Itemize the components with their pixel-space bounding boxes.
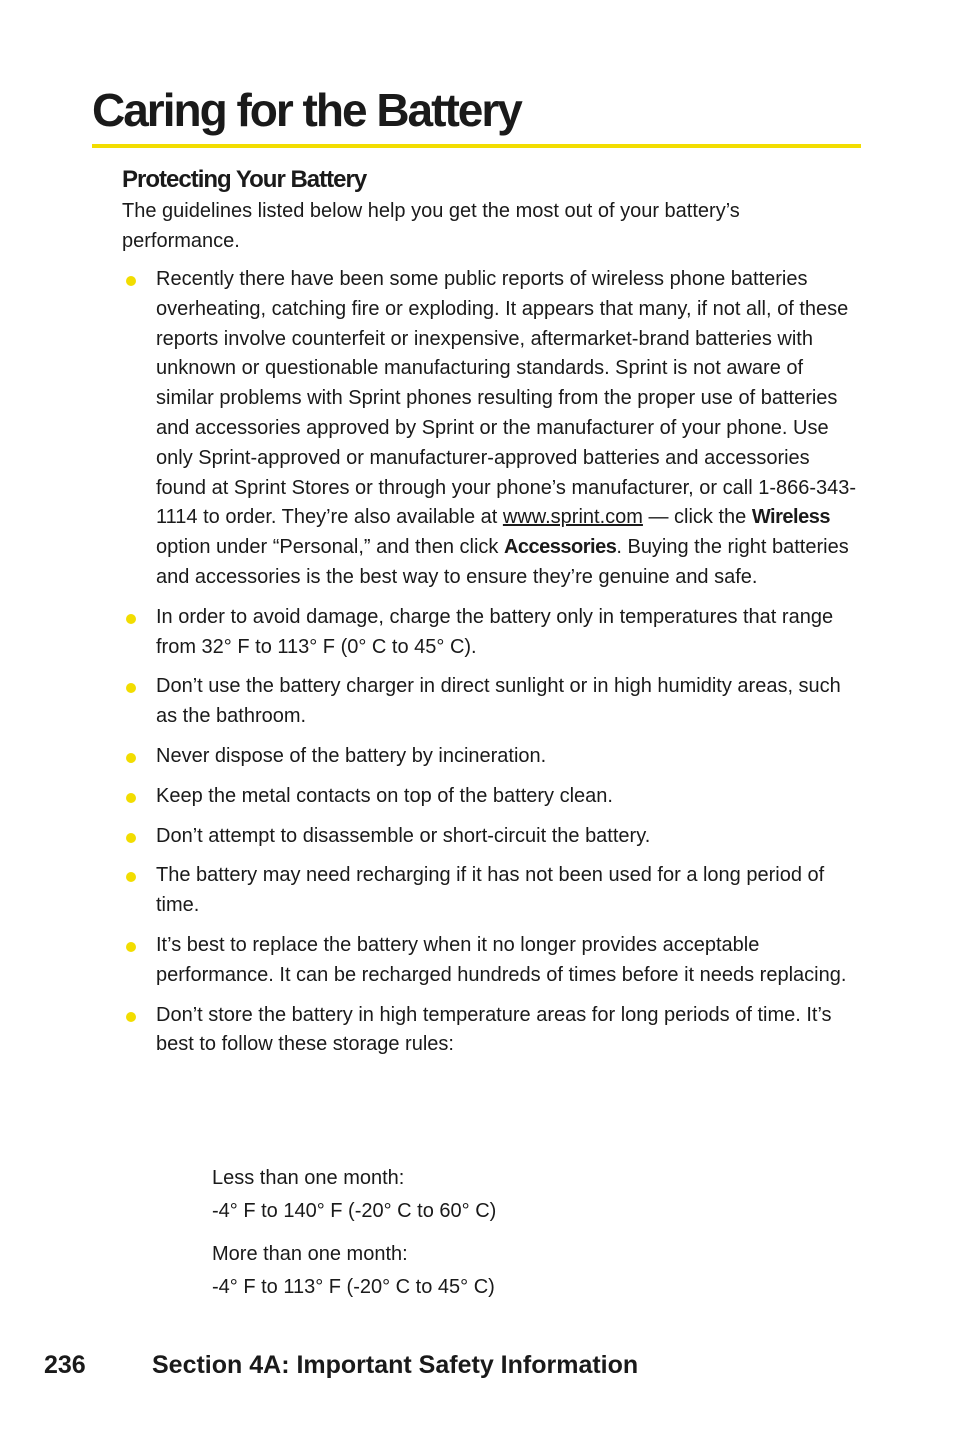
bullet-icon — [126, 753, 136, 763]
list-item — [0, 782, 861, 812]
list-item-text: Don’t store the battery in high temperature areas for long periods of time. It’s best to follow these storage rules: — [156, 1003, 832, 1056]
storage-short-label: Less than one month: — [212, 1167, 405, 1189]
title-rule — [92, 144, 861, 148]
bullet-text-part: — click the — [648, 506, 747, 529]
list-item — [0, 603, 861, 663]
page-number: 236 — [44, 1351, 86, 1379]
list-item — [0, 861, 861, 921]
list-item — [0, 742, 861, 772]
storage-long-range: -4° F to 113° F (-20° C to 45° C) — [212, 1276, 495, 1298]
list-item-text: In order to avoid damage, charge the battery only in temperatures that range from 32° F to 113° F (0° C to 45° C). — [156, 605, 834, 658]
list-item-text: Don’t use the battery charger in direct sunlight or in high humidity areas, such as the bathroom. — [156, 675, 841, 728]
list-item-text — [156, 265, 861, 593]
list-item-text: Keep the metal contacts on top of the battery clean. — [156, 784, 613, 807]
bullet-text-part: . Buying the right batteries and accessories is the best way to ensure they’re genuine and safe. — [156, 536, 849, 588]
bullet-icon — [126, 614, 136, 624]
bullet-icon — [126, 683, 136, 693]
storage-long-label: More than one month: — [212, 1243, 408, 1265]
storage-short-range: -4° F to 140° F (-20° C to 60° C) — [212, 1200, 497, 1222]
list-item-text: Don’t attempt to disassemble or short-circuit the battery. — [156, 824, 651, 847]
list-item-text: The battery may need recharging if it has not been used for a long period of time. — [156, 864, 825, 917]
list-item — [0, 931, 861, 991]
list-item-text: Never dispose of the battery by incineration. — [156, 744, 547, 767]
list-item — [0, 265, 861, 593]
bullet-text-part: Recently there have been some public reports of wireless phone batteries overheating, catching fire or exploding. It appears that many, if not all, of these reports involve counterfeit or inexpensive, aftermarket-brand batteries with unknown or questionable manufacturing standards. Sprint is not aware of similar problems with Sprint phones resulting from the proper use of batteries and accessories approved by Sprint or the manufacturer of your phone. Use only Sprint-approved or manufacturer-approved batteries and accessories found at Sprint Stores or through your phone’s manufacturer, or call 1-866-343-1114 to order. They’re also available at — [156, 268, 857, 529]
guidelines-list — [0, 265, 954, 1070]
section-title: Section 4A: Important Safety Information — [152, 1351, 639, 1379]
bullet-icon — [126, 1012, 136, 1022]
bullet-icon — [126, 276, 136, 286]
bullet-icon — [126, 833, 136, 843]
section-heading: Protecting Your Battery — [122, 166, 367, 193]
list-item — [0, 822, 861, 852]
list-item — [0, 672, 861, 732]
page-title: Caring for the Battery — [92, 84, 521, 136]
wireless-label: Wireless — [751, 506, 830, 529]
bullet-icon — [126, 793, 136, 803]
bullet-text-part: option under “Personal,” and then click — [156, 536, 499, 559]
list-item — [0, 1001, 861, 1061]
intro-paragraph: The guidelines listed below help you get the most out of your battery’s performance. — [122, 200, 740, 252]
list-item-text: It’s best to replace the battery when it no longer provides acceptable performance. It can be recharged hundreds of times before it needs replacing. — [156, 933, 847, 986]
bullet-icon — [126, 942, 136, 952]
sprint-link[interactable]: www.sprint.com — [502, 506, 643, 529]
accessories-label: Accessories — [503, 536, 617, 559]
bullet-icon — [126, 872, 136, 882]
